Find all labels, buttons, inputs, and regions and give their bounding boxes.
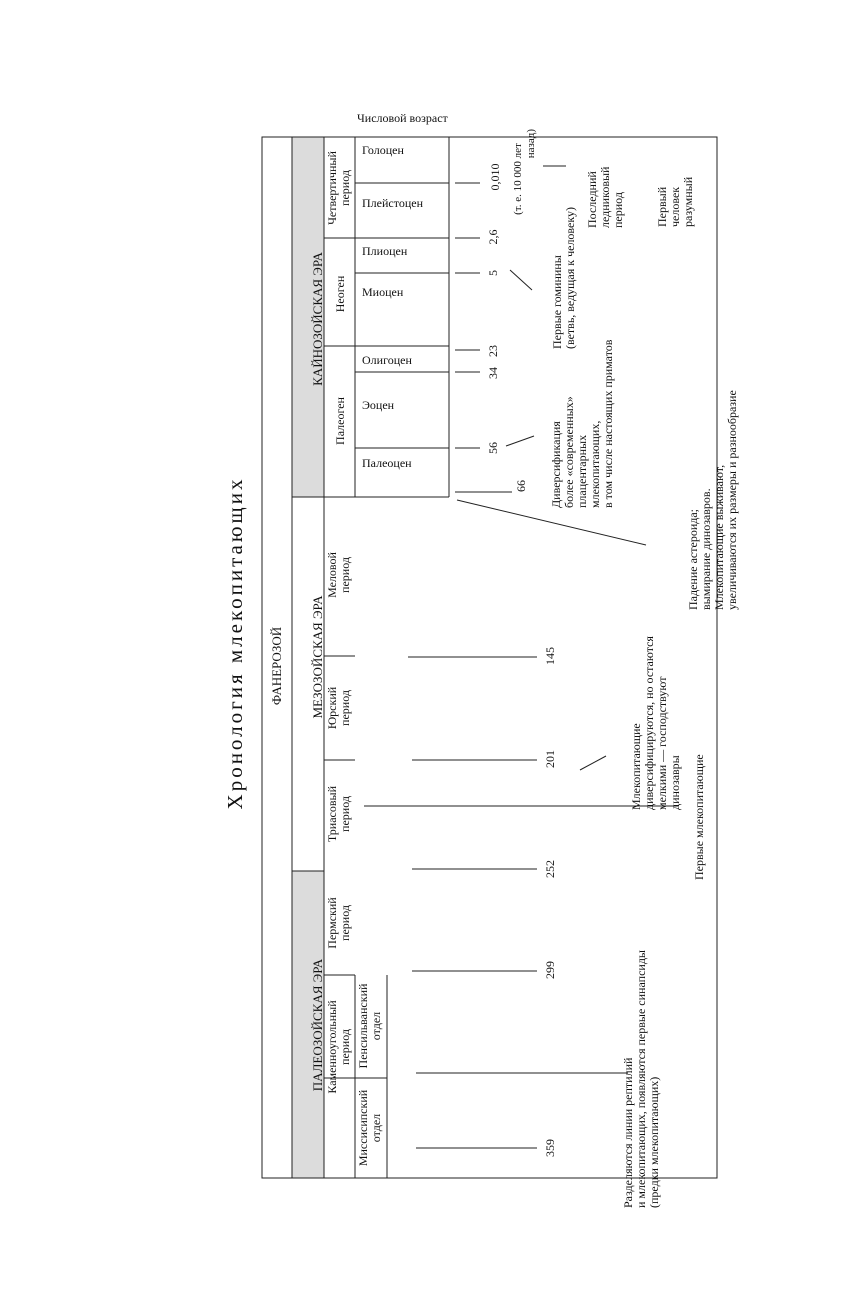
event-line: мелкими — господствуют: [655, 676, 669, 810]
event-last-glacial: [586, 144, 628, 228]
age-label: 145: [543, 647, 557, 665]
period-jurassic: [326, 668, 354, 748]
event-line: в том числе настоящих приматов: [601, 339, 615, 508]
subperiod-mississippian: [357, 1083, 385, 1173]
subperiod-label-line: Пенсильванский: [356, 983, 370, 1069]
event-line: диверсифицируются, но остаются: [642, 636, 656, 810]
event-line: человек: [668, 186, 682, 227]
event-line: Диверсификация: [549, 421, 563, 508]
age-label: 299: [543, 961, 557, 979]
eon-label: ФАНЕРОЗОЙ: [269, 626, 284, 706]
period-label-line: Триасовый: [325, 785, 339, 843]
period-cretaceous: [326, 535, 354, 615]
event-line: Млекопитающие: [629, 723, 643, 810]
event-line: ледниковый: [598, 166, 612, 228]
event-line: более «современных»: [562, 396, 576, 508]
event-line: плацентарных: [575, 434, 589, 508]
event-line: Разделяются линии рептилий: [621, 1057, 635, 1208]
event-first-homo-sapiens: [656, 163, 698, 227]
numeric-age-label: Числовой возраст: [357, 111, 448, 125]
period-label-line: Четвертичный: [325, 151, 339, 225]
event-line: (предки млекопитающих): [647, 1076, 661, 1208]
epoch-eocene: Эоцен: [362, 398, 395, 412]
event-first-hominins: [551, 179, 579, 349]
epoch-pleistocene: Плейстоцен: [362, 196, 423, 210]
event-line: Млекопитающие выживают,: [712, 464, 726, 610]
event-first-mammals: Первые млекопитающие: [692, 754, 706, 880]
period-paleogene: Палеоген: [333, 397, 347, 445]
age-label: 5: [486, 270, 500, 276]
epoch-holocene: Голоцен: [362, 143, 404, 157]
period-label-line: Юрский: [325, 686, 339, 730]
period-label-line: Каменноугольный: [325, 1000, 339, 1094]
event-line: динозавры: [668, 755, 682, 810]
event-line: Падение астероида;: [686, 508, 700, 610]
age-label: 2,6: [486, 229, 500, 245]
subperiod-label-line: отдел: [369, 1113, 383, 1143]
period-label-line: период: [338, 905, 352, 941]
age-label: 34: [486, 367, 500, 379]
period-label-line: период: [338, 796, 352, 832]
subperiod-label-line: Миссисипский: [356, 1089, 370, 1167]
era-cenozoic: КАЙНОЗОЙСКАЯ ЭРА: [310, 252, 325, 386]
epoch-miocene: Миоцен: [362, 285, 404, 299]
period-permian: [326, 883, 354, 963]
period-label-line: Пермский: [325, 897, 339, 949]
age-note-line: (т. е. 10 000 лет: [512, 143, 524, 215]
epoch-oligocene: Олигоцен: [362, 353, 412, 367]
age-label: 56: [486, 442, 500, 454]
period-triassic: [326, 774, 354, 854]
event-line: увеличиваются их размеры и разнообразие: [725, 390, 739, 610]
age-label: 201: [543, 750, 557, 768]
event-line: разумный: [681, 176, 695, 227]
period-label-line: период: [338, 690, 352, 726]
subperiod-pennsylvanian: [357, 977, 385, 1075]
age-label: 23: [486, 345, 500, 357]
event-line: период: [611, 192, 625, 228]
period-quaternary: [326, 138, 354, 238]
event-line: (ветвь, ведущая к человеку): [563, 206, 577, 349]
age-label: 66: [514, 480, 528, 492]
event-line: вымирание динозавров.: [699, 488, 713, 610]
age-label: 359: [543, 1139, 557, 1157]
era-paleozoic: ПАЛЕОЗОЙСКАЯ ЭРА: [310, 958, 325, 1092]
epoch-pliocene: Плиоцен: [362, 244, 408, 258]
age-note-line: назад): [525, 129, 537, 159]
period-carboniferous: [326, 997, 354, 1097]
period-label-line: период: [338, 557, 352, 593]
document-title: Хронология млекопитающих: [223, 476, 247, 810]
age-label: 252: [543, 860, 557, 878]
period-label-line: период: [338, 170, 352, 206]
epoch-paleocene: Палеоцен: [362, 456, 412, 470]
period-neogene: Неоген: [333, 275, 347, 313]
event-line: млекопитающих,: [588, 420, 602, 508]
event-first-synapsids: [622, 908, 664, 1208]
event-line: и млекопитающих, появляются первые синапсиды: [634, 950, 648, 1208]
event-mesozoic-mammals: [630, 620, 686, 810]
period-label-line: период: [338, 1029, 352, 1065]
event-asteroid-impact: [687, 360, 743, 610]
age-label: [512, 129, 540, 229]
age-label: 0,010: [488, 163, 502, 191]
event-line: Первый: [655, 186, 669, 227]
subperiod-label-line: отдел: [369, 1011, 383, 1041]
event-line: Первые гоминины: [550, 255, 564, 349]
era-mesozoic: МЕЗОЗОЙСКАЯ ЭРА: [310, 595, 325, 719]
event-line: Последний: [585, 171, 599, 228]
period-label-line: Меловой: [325, 552, 339, 598]
